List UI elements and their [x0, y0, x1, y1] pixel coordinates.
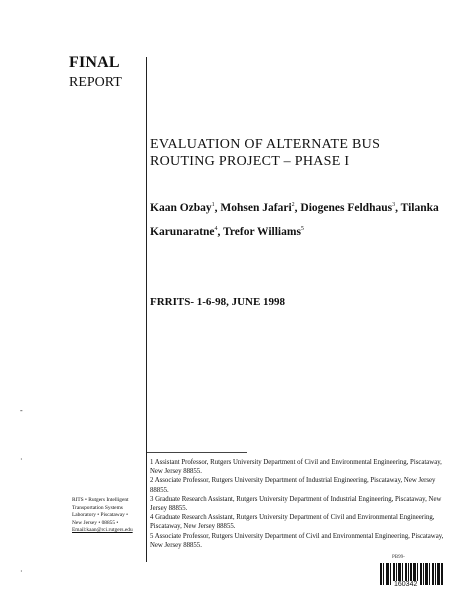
- author-name: Kaan Ozbay: [150, 201, 212, 214]
- barcode-label: PB99-: [392, 555, 405, 560]
- report-label: REPORT: [69, 75, 122, 90]
- margin-mark: -: [20, 406, 23, 415]
- address-line: Email:kaan@rci.rutgers.edu: [72, 527, 133, 533]
- author-separator: ,: [294, 201, 301, 214]
- author-name: Diogenes Feldhaus: [300, 201, 393, 214]
- address-line: Laboratory • Piscataway •: [72, 512, 129, 518]
- footnotes: [150, 458, 450, 550]
- footnote: 3 Graduate Research Assistant, Rutgers University Department of Industrial Engineering, Piscataway, New Jersey 88855.: [150, 495, 442, 513]
- address-line: Transportation Systems: [72, 504, 123, 511]
- footnote: 2 Associate Professor, Rutgers University Department of Industrial Engineering, Piscataway, New Jersey 88855.: [150, 477, 436, 494]
- margin-mark: ·: [20, 567, 23, 576]
- author-superscript: 5: [300, 225, 304, 232]
- address-line: New Jersey • 08855 •: [72, 519, 119, 526]
- author-superscript: 3: [392, 202, 396, 208]
- final-label: FINAL: [69, 54, 120, 71]
- author-superscript: 4: [214, 225, 218, 232]
- footnote-rule: [147, 452, 247, 453]
- author-superscript: 1: [211, 202, 215, 208]
- footnote: 1 Assistant Professor, Rutgers University Department of Civil and Environmental Engineering, Piscataway, New Jersey 88855.: [150, 459, 442, 476]
- author-name: Mohsen Jafari: [220, 201, 292, 214]
- author-separator: ,: [217, 225, 224, 238]
- author-name: Trefor Williams: [223, 225, 301, 238]
- margin-mark: ·: [20, 455, 23, 464]
- document-title: [150, 136, 380, 170]
- title-line-2: ROUTING PROJECT – PHASE I: [150, 154, 350, 169]
- footnote: 5 Associate Professor, Rutgers University Department of Civil and Environmental Engineering, Piscataway, New Jersey 88855.: [150, 532, 444, 549]
- vertical-divider: [146, 57, 147, 562]
- title-line-1: EVALUATION OF ALTERNATE BUS: [150, 137, 381, 152]
- author-name: Karunaratne: [150, 225, 215, 238]
- address-line: RITS • Rutgers Intelligent: [72, 497, 129, 503]
- barcode-number: 160342: [394, 581, 418, 588]
- author-separator: ,: [214, 201, 221, 214]
- author-separator: , Tilanka: [395, 201, 439, 214]
- author-superscript: 2: [291, 202, 295, 208]
- footnote: 4 Graduate Research Assistant, Rutgers University Department of Civil and Environmental Engineering, Piscataway, New Jersey 88855.: [150, 514, 435, 531]
- report-number: FRRITS- 1-6-98, JUNE 1998: [150, 296, 286, 308]
- rutgers-address-block: [72, 497, 142, 535]
- author-list: [150, 195, 450, 243]
